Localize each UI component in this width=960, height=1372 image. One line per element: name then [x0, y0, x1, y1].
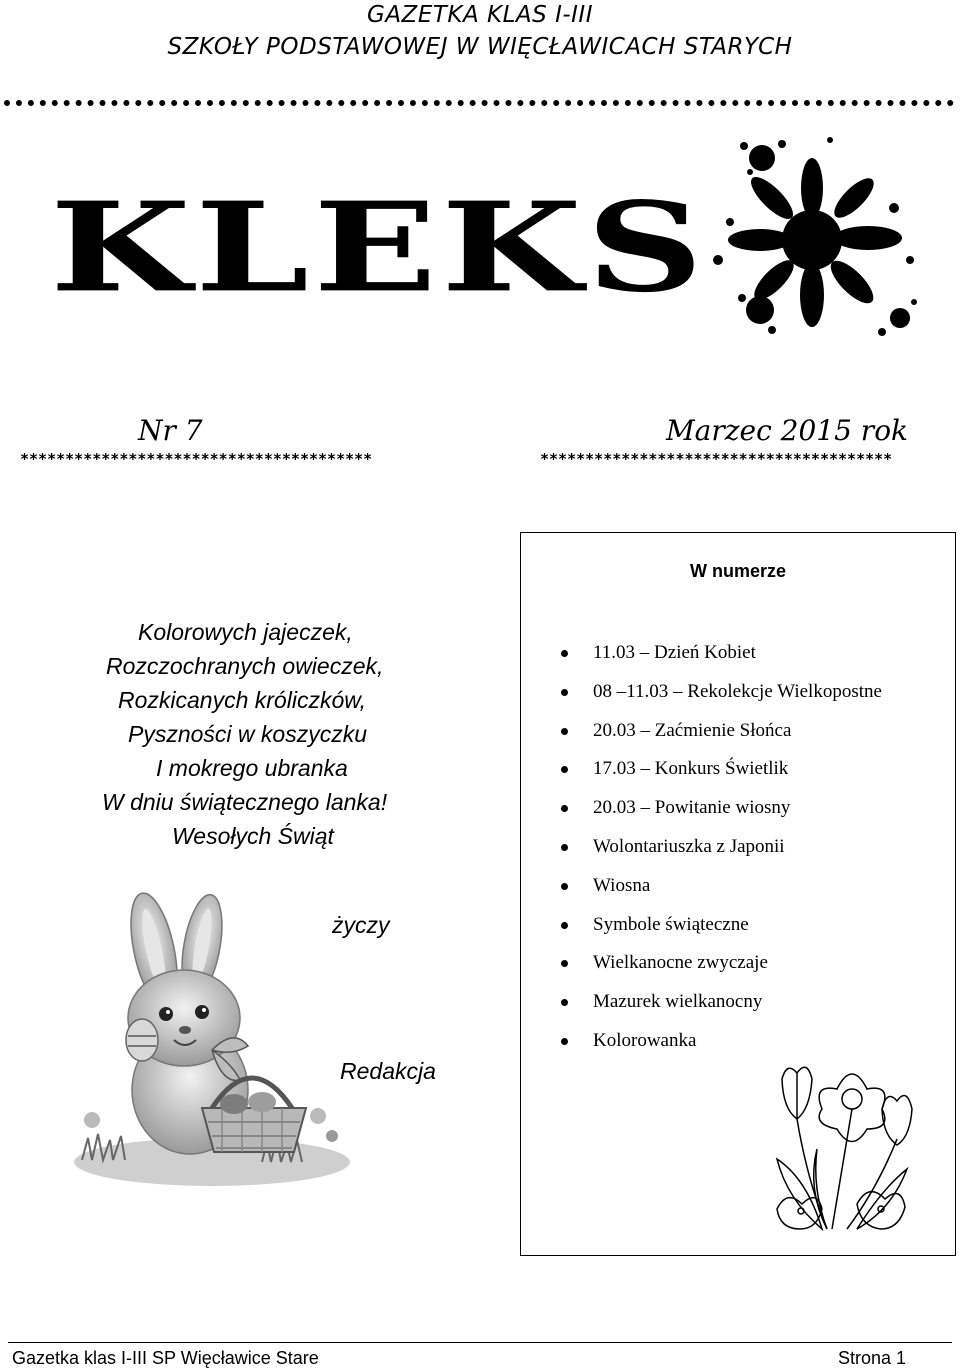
poem-line: Pyszności w koszyczku [128, 721, 368, 747]
issue-number: Nr 7 [138, 414, 203, 447]
footer-divider [8, 1342, 952, 1343]
poem-line: I mokrego ubranka [156, 755, 348, 781]
easter-bunny-illustration [62, 890, 352, 1190]
contents-item: Mazurek wielkanocny [559, 990, 882, 1029]
contents-item: Wolontariuszka z Japonii [559, 835, 882, 874]
contents-list [559, 641, 882, 1068]
contents-item: Wielkanocne zwyczaje [559, 951, 882, 990]
poem-line: Kolorowych jajeczek, [138, 619, 353, 645]
contents-item: 20.03 – Zaćmienie Słońca [559, 719, 882, 758]
contents-box [520, 532, 956, 1256]
star-divider-left: *************************************** [20, 450, 373, 468]
ink-splat-logo [700, 130, 930, 345]
masthead-title: KLEKS [50, 175, 708, 320]
poem-line: Rozkicanych króliczków, [118, 687, 366, 713]
header-dotted-divider [4, 100, 954, 106]
issue-date: Marzec 2015 rok [666, 414, 909, 447]
poem-line: Wesołych Świąt [172, 823, 334, 849]
poem-line: W dniu świątecznego lanka! [102, 789, 388, 815]
star-divider-right: *************************************** [540, 450, 893, 468]
signature-text: Redakcja [340, 1058, 436, 1084]
flowers-coloring-drawing [757, 1059, 927, 1239]
contents-title: W numerze [689, 561, 786, 581]
contents-item: Symbole świąteczne [559, 913, 882, 952]
contents-item: Kolorowanka [559, 1029, 882, 1068]
contents-item: 17.03 – Konkurs Świetlik [559, 757, 882, 796]
contents-item: Wiosna [559, 874, 882, 913]
contents-item: 20.03 – Powitanie wiosny [559, 796, 882, 835]
contents-item: 08 –11.03 – Rekolekcje Wielkopostne [559, 680, 882, 719]
newsletter-header-line-2: SZKOŁY PODSTAWOWEJ W WIĘCŁAWICACH STARYCH [167, 34, 793, 60]
page-number: Strona 1 [838, 1348, 907, 1368]
footer-publication: Gazetka klas I-III SP Więcławice Stare [12, 1348, 319, 1368]
poem-line: Rozczochranych owieczek, [106, 653, 384, 679]
wishes-text: życzy [332, 912, 390, 938]
contents-item: 11.03 – Dzień Kobiet [559, 641, 882, 680]
newsletter-header-line-1: GAZETKA KLAS I-III [367, 2, 593, 28]
